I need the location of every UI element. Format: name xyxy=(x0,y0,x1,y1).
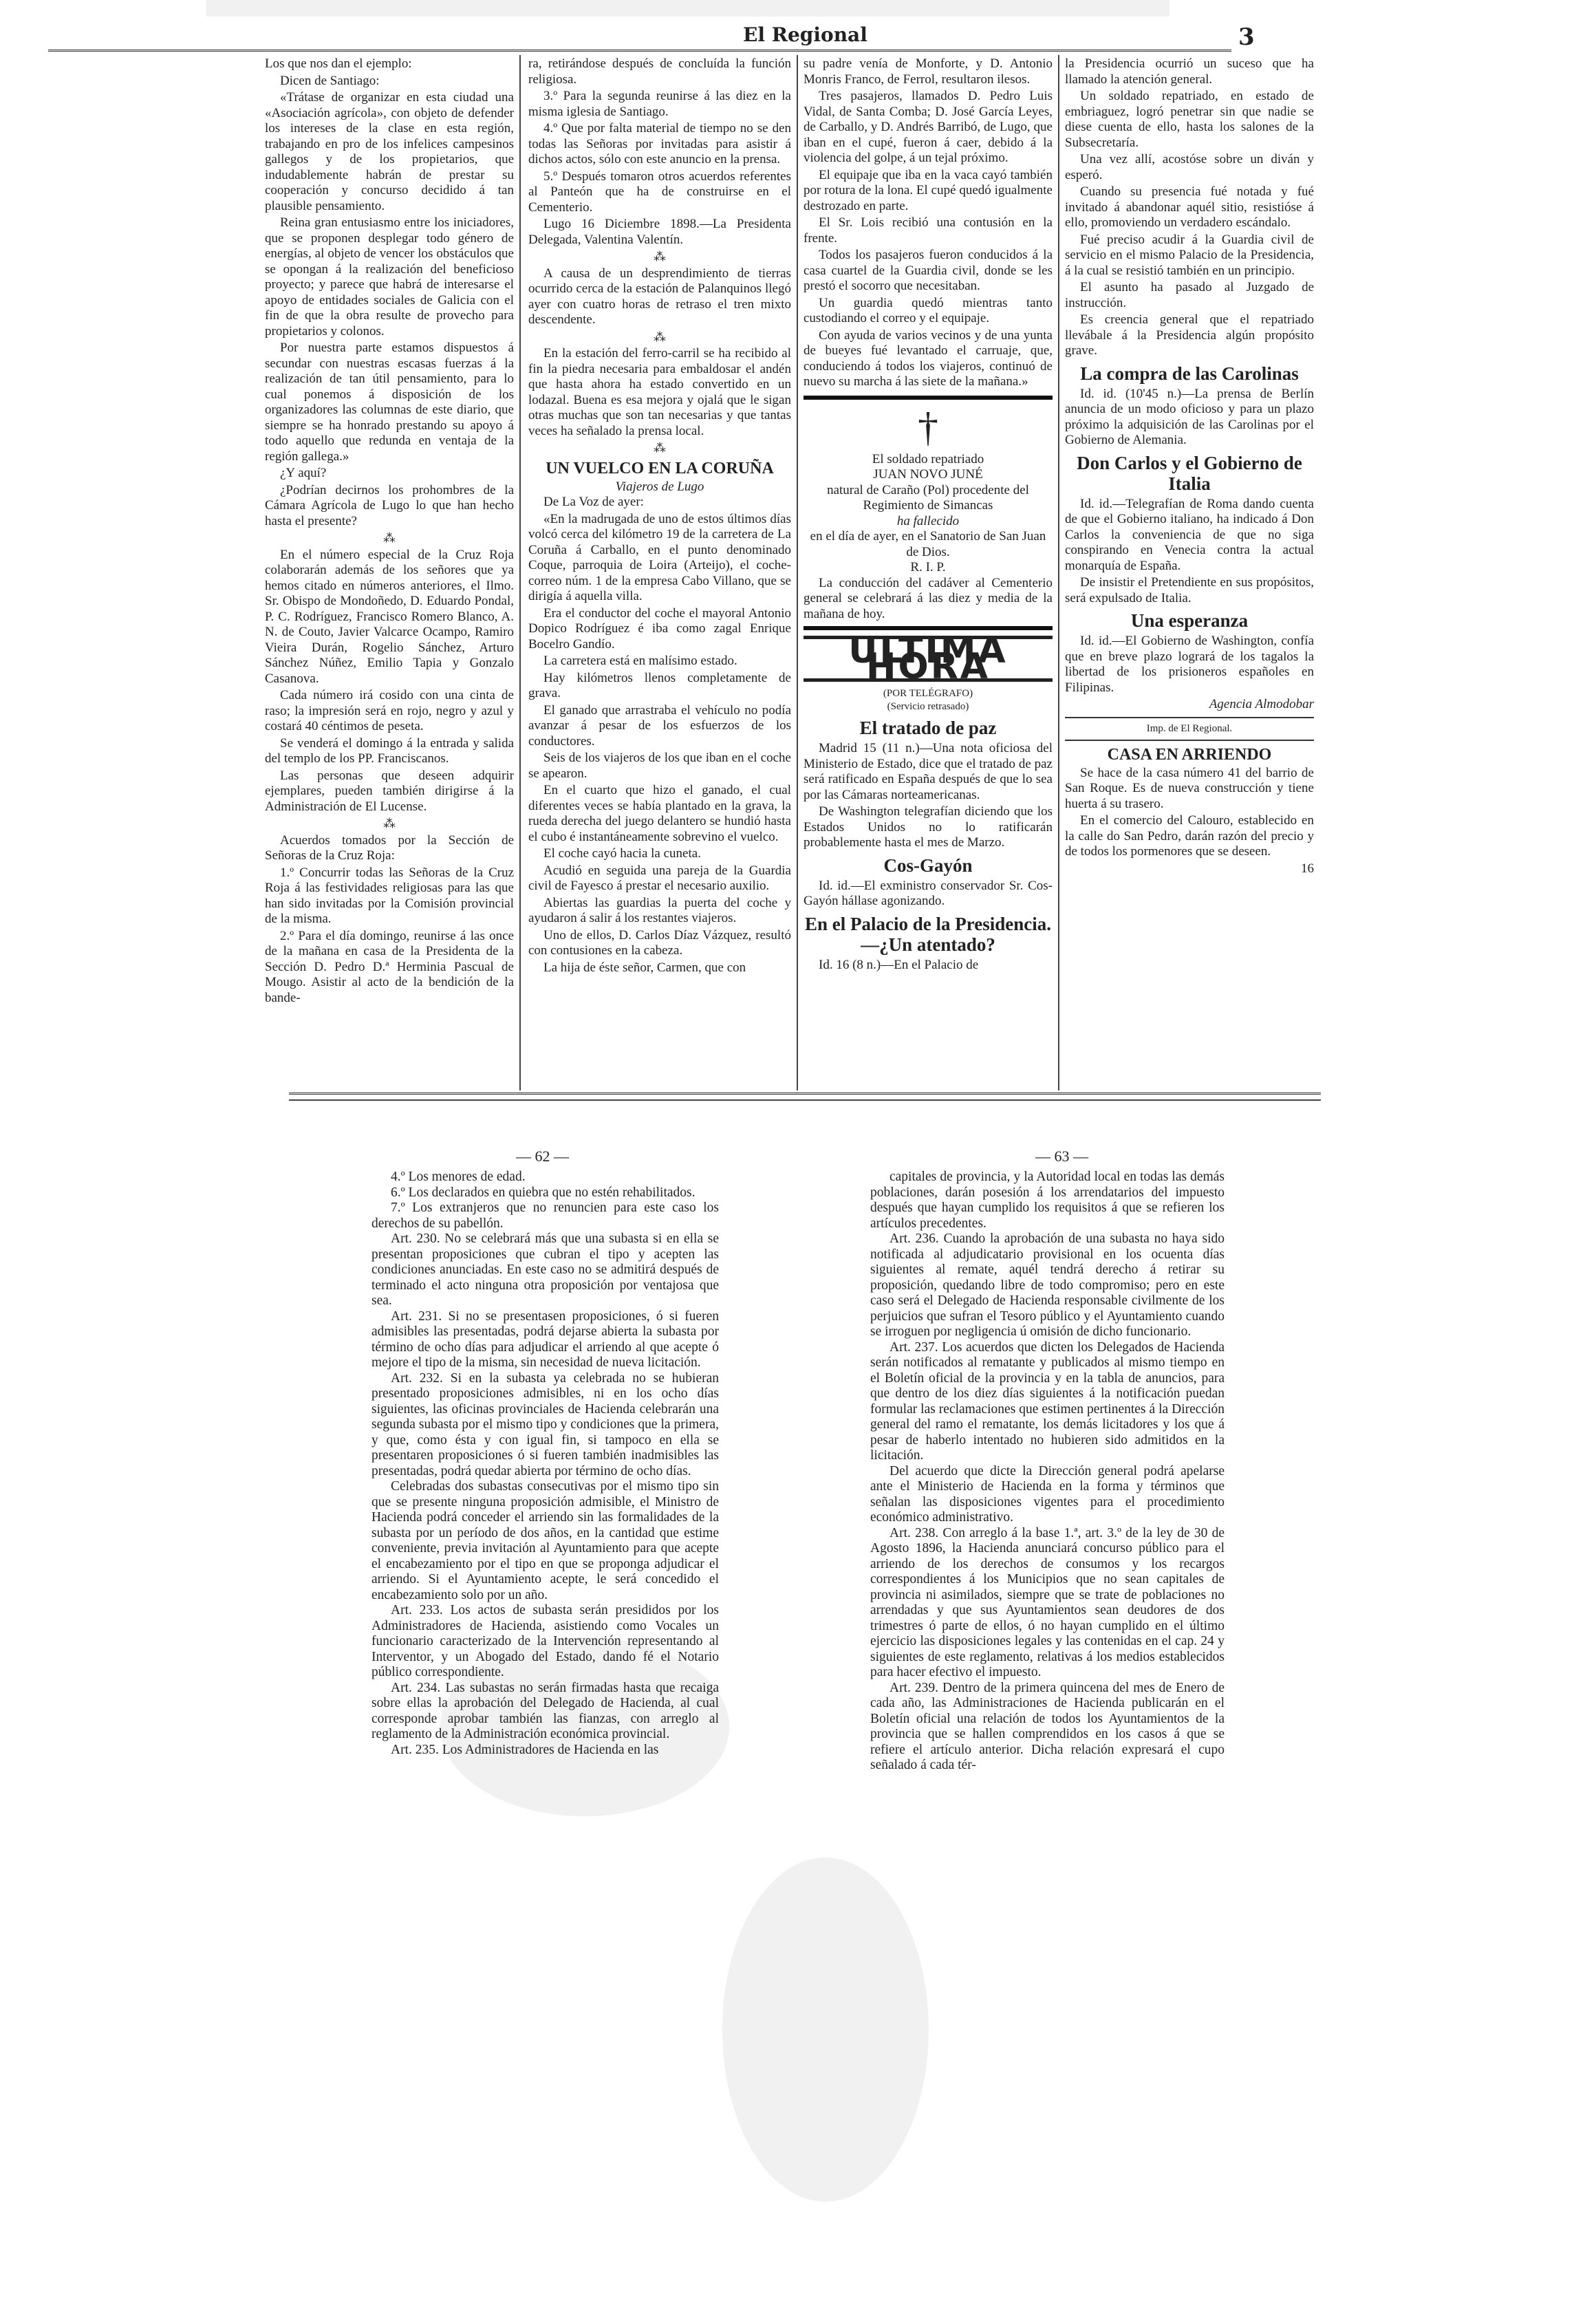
paragraph: Uno de ellos, D. Carlos Díaz Vázquez, resultó con contusiones en la cabeza. xyxy=(528,927,791,958)
paragraph: Era el conductor del coche el mayoral Antonio Dopico Rodríguez é iba como zagal Enrique Bocelro Gandío. xyxy=(528,605,791,652)
paragraph: capitales de provincia, y la Autoridad local en todas las demás poblaciones, darán posesión á los arrendatarios del impuesto después que hayan cumplido los requisitos á que se refieren los artículos precedentes. xyxy=(870,1170,1225,1231)
book-page-left xyxy=(371,1170,719,1830)
paragraph: Id. id. (10'45 n.)—La prensa de Berlín anuncia de un modo oficioso y para un plazo próximo la adquisición de las Carolinas por el Gobierno de Alemania. xyxy=(1065,386,1314,447)
paragraph: Una vez allí, acostóse sobre un diván y esperó. xyxy=(1065,152,1314,182)
article-headline: El tratado de paz xyxy=(859,718,997,738)
paragraph: En la estación del ferro-carril se ha recibido al fin la piedra necesaria para embaldosar el andén que hasta ahora ha estado convertido en un lodazal. Buena es esa mejora y ojalá que le sigan otras muchas que son tan necesarias y que tantas veces ha señalado la prensa local. xyxy=(528,346,791,438)
paragraph: En el cuarto que hizo el ganado, el cual diferentes veces se había plantado en la grava, la rueda derecha del juego delantero se hundió hasta el cubo é instantáneamente sobrevino el vuelco. xyxy=(528,783,791,844)
paragraph: Las personas que deseen adquirir ejemplares, pueden también dirigirse á la Administración de El Lucense. xyxy=(265,768,514,814)
paragraph: Se venderá el domingo á la entrada y salida del templo de los PP. Franciscanos. xyxy=(265,735,514,766)
paragraph: El asunto ha pasado al Juzgado de instrucción. xyxy=(1065,280,1314,310)
service-note: (Servicio retrasado) xyxy=(887,701,969,712)
paragraph: Id. 16 (8 n.)—En el Palacio de xyxy=(819,957,979,972)
paragraph: La carretera está en malísimo estado. xyxy=(543,654,737,668)
paragraph: Id. id.—Telegrafían de Roma dando cuenta de que el Gobierno italiano, ha indicado á Don Carlos la conveniencia de que no siga conspirando en Venecia contra la actual monarquía de España. xyxy=(1065,496,1314,573)
news-column-4 xyxy=(1065,56,1314,1088)
column-divider xyxy=(797,55,798,1090)
paragraph: «En la madrugada de uno de estos últimos días volcó cerca del kilómetro 19 de la carretera de La Coruña á Carballo, en el punto denominado Coque, parroquia de Loira (Arteijo), el coche-correo núm. 1 de la empresa Cabo Villano, que se dirigía á aquella villa. xyxy=(528,511,791,603)
book-page-number: — 63 — xyxy=(1035,1148,1088,1165)
paragraph: Art. 238. Con arreglo á la base 1.ª, art. 3.º de la ley de 30 de Agosto 1896, la Hacienda anunciará concurso público para el arriendo de los derechos de consumos y los recargos correspondientes á los Municipios que no sean capitales de provincia ni asimilados, siempre que se trate de poblaciones no arrendadas y que sus Ayuntamientos sean deudores de dos trimestres ó parte de ellos, ó no hayan cumplido en el último ejercicio las disposiciones legales y las contenidas en el cap. 24 y siguientes de este reglamento, relativas á los medios establecidos para hacer efectivo el impuesto. xyxy=(870,1525,1225,1679)
paragraph: ra, retirándose después de concluída la función religiosa. xyxy=(528,56,791,87)
article-headline: Una esperanza xyxy=(1130,610,1249,631)
paragraph: Del acuerdo que dicte la Dirección general podrá apelarse ante el Ministerio de Hacienda en la forma y términos que señalan las disposiciones vigentes para el procedimiento económico administrativo. xyxy=(870,1463,1225,1525)
obituary-line: El soldado repatriado xyxy=(872,451,984,466)
paragraph: Id. id.—El Gobierno de Washington, confía que en breve plazo logrará de los tagalos la libertad de los prisioneros españoles en Filipinas. xyxy=(1065,634,1314,695)
paragraph: Tres pasajeros, llamados D. Pedro Luis Vidal, de Santa Comba; D. José García Leyes, de Carballo, y D. Andrés Barribó, de Lugo, que iban en el cupé, fueron á caer, debido á la violencia del golpe, á un tejal próximo. xyxy=(804,89,1053,165)
article-headline: La compra de las Carolinas xyxy=(1080,363,1299,384)
paragraph: Reina gran entusiasmo entre los iniciadores, que se proponen desplegar todo género de energías, al objeto de vencer los obstáculos que se opongan á la realización del beneficioso proyecto; y parece que habrá de interesarse el apoyo de entidades sociales de Galicia con el fin de que la obra resulte de provecho para propietarios y colonos. xyxy=(265,215,514,338)
paragraph: 7.º Los extranjeros que no renuncien para este caso los derechos de su pabellón. xyxy=(371,1201,719,1231)
scan-noise xyxy=(722,1858,929,2202)
separator-asterisks: ⁂ xyxy=(654,441,666,455)
obituary-line: natural de Caraño (Pol) procedente del Regimiento de Simancas xyxy=(827,482,1029,513)
telegraph-note: (POR TELÉGRAFO) xyxy=(883,688,973,699)
paragraph: 6.º Los declarados en quiebra que no estén rehabilitados. xyxy=(391,1185,695,1200)
column-divider xyxy=(519,55,521,1090)
book-page-number: — 62 — xyxy=(516,1148,569,1165)
paragraph: Acudió en seguida una pareja de la Guardia civil de Fayesco á prestar el necesario auxilio. xyxy=(528,863,791,893)
paragraph: 5.º Después tomaron otros acuerdos referentes al Panteón que ha de construirse en el Cementerio. xyxy=(528,169,791,215)
paragraph: El Sr. Lois recibió una contusión en la frente. xyxy=(804,215,1053,246)
paragraph: Art. 235. Los Administradores de Hacienda en las xyxy=(391,1742,659,1757)
paragraph: Art. 233. Los actos de subasta serán presididos por los Administradores de Hacienda, asistiendo como Vocales un funcionario caracterizado de la Intervención representando al Interventor, y un Abogado del Estado, dando fé el Notario público correspondiente. xyxy=(371,1603,719,1679)
paragraph: A causa de un desprendimiento de tierras ocurrido cerca de la estación de Palanquinos llegó ayer con cuatro horas de retraso el tren mixto descendente. xyxy=(528,266,791,327)
scan-noise xyxy=(206,0,1169,17)
obituary-notice xyxy=(804,396,1053,631)
paragraph: Art. 234. Las subastas no serán firmadas hasta que recaiga sobre ellas la aprobación del Delegado de Hacienda, al cual corresponde aprobar también las fianzas, con arreglo al reglamento de la Administración económica provincial. xyxy=(371,1680,719,1741)
separator-asterisks: ⁂ xyxy=(654,250,666,263)
column-divider xyxy=(1058,55,1059,1090)
article-headline: Don Carlos y el Gobierno de Italia xyxy=(1077,452,1302,494)
paragraph: Cada número irá cosido con una cinta de raso; la impresión será en rojo, negro y azul y costará 40 céntimos de peseta. xyxy=(265,688,514,733)
signature-line: Lugo 16 Diciembre 1898.—La Presidenta Delegada, Valentina Valentín. xyxy=(528,217,791,247)
paragraph: Es creencia general que el repatriado llevábale á la Presidencia algún propósito grave. xyxy=(1065,312,1314,358)
paragraph: El coche cayó hacia la cuneta. xyxy=(543,846,701,861)
paragraph: Art. 236. Cuando la aprobación de una subasta no haya sido notificada al adjudicatario provisional en los ocuenta días siguientes al remate, aquél tendrá derecho á retirar su proposición, quedando libre de todo compromiso; pero en este caso será el Delegado de Hacienda responsable civilmente de los perjuicios que sufran el Tesoro público y el Ayuntamiento cuando se irroguen por negligencia ú omisión de dicho funcionario. xyxy=(870,1231,1225,1339)
separator-asterisks: ⁂ xyxy=(383,531,396,545)
page-number: 3 xyxy=(1238,23,1255,51)
paragraph: Por nuestra parte estamos dispuestos á secundar con nuestras escasas fuerzas á la realización de tan útil pensamiento, para lo cual ponemos á disposición de los organizadores las columnas de este diario, que siempre se ha honrado prestando su apoyo á todo aquello que redunda en ventaja de la región gallega.» xyxy=(265,341,514,464)
article-subheading: Viajeros de Lugo xyxy=(615,479,704,494)
paragraph: 3.º Para la segunda reunirse á las diez en la misma iglesia de Santiago. xyxy=(528,89,791,119)
newspaper-header xyxy=(41,19,1255,51)
obituary-name: JUAN NOVO JUNÉ xyxy=(873,467,983,482)
divider xyxy=(1065,717,1314,718)
obituary-line: en el día de ayer, en el Sanatorio de San Juan de Dios. xyxy=(810,529,1046,559)
paragraph: De insistir el Pretendiente en sus propósitos, será expulsado de Italia. xyxy=(1065,575,1314,605)
article-headline: Cos-Gayón xyxy=(883,854,973,876)
imprint-line: Imp. de El Regional. xyxy=(1146,722,1233,734)
page-bottom-rule xyxy=(289,1099,1321,1101)
paragraph: Art. 237. Los acuerdos que dicten los Delegados de Hacienda serán notificados al rematante y publicados al mismo tiempo en el Boletín oficial de la provincia y en la tabla de anuncios, para que dentro de los diez días siguientes á la notificación puedan formular las reclamaciones que estimen pertinentes á la Dirección general del ramo el rematante, los demás licitadores y los que á pesar de haberlo intentado no hubieren sido admitidos en la licitación. xyxy=(870,1340,1225,1463)
ad-number: 16 xyxy=(1301,861,1314,876)
news-column-1 xyxy=(265,56,514,1088)
paragraph: Con ayuda de varios vecinos y de una yunta de bueyes fué levantado el carruaje, que, conduciendo á todos los viajeros, continuó de nuevo su marcha á las siete de la mañana.» xyxy=(804,327,1053,389)
paragraph: Dicen de Santiago: xyxy=(280,73,380,88)
paragraph: El equipaje que iba en la vaca cayó también por rotura de la lona. El cupé quedó igualmente destrozado en parte. xyxy=(804,167,1053,213)
paragraph: Fué preciso acudir á la Guardia civil de servicio en el mismo Palacio de la Presidencia, á la cual se resistió también en un principio. xyxy=(1065,232,1314,278)
paragraph: ¿Y aquí? xyxy=(280,466,327,480)
news-column-3 xyxy=(804,56,1053,1088)
paragraph: De Washington telegrafían diciendo que los Estados Unidos no lo ratificarán probablemente hasta el mes de Marzo. xyxy=(804,804,1053,850)
paragraph: «Trátase de organizar en esta ciudad una «Asociación agrícola», con objeto de defender los intereses de la clase en esta región, trabajando en pro de los infelices campesinos gallegos y de los propietarios, que indudablemente habrán de prestar su cooperación y concurso decidido á tan plausible pensamiento. xyxy=(265,90,514,213)
paragraph: Id. id.—El exministro conservador Sr. Cos-Gayón hállase agonizando. xyxy=(804,878,1053,908)
paragraph: la Presidencia ocurrió un suceso que ha llamado la atención general. xyxy=(1065,56,1314,87)
paragraph: Cuando su presencia fué notada y fué invitado á abandonar aquél sitio, resistióse á ello, promoviendo un verdadero escándalo. xyxy=(1065,184,1314,230)
paragraph: Celebradas dos subastas consecutivas por el mismo tipo sin que se presente ninguna proposición admisible, el Ministro de Hacienda podrá conceder el arriendo sin las formalidades de la subasta por un período de dos años, en la cantidad que estime conveniente, previa invitación al Ayuntamiento para que acepte el encabezamiento por el tipo en que se proponga adjudicar el arriendo. Si el Ayuntamiento acepte, le será concedido el encabezamiento solo por un año. xyxy=(371,1479,719,1602)
classified-headline: CASA EN ARRIENDO xyxy=(1107,745,1272,764)
obituary-rip: R. I. P. xyxy=(910,560,946,574)
separator-asterisks: ⁂ xyxy=(654,330,666,344)
paragraph: Seis de los viajeros de los que iban en el coche se apearon. xyxy=(528,751,791,781)
page-bottom-rule xyxy=(289,1093,1321,1095)
book-page-right xyxy=(870,1170,1225,1830)
header-rule xyxy=(48,50,1231,52)
newspaper-name: El Regional xyxy=(743,23,867,46)
agency-credit: Agencia Almodobar xyxy=(1209,697,1314,711)
paragraph: Un guardia quedó mientras tanto custodiando el correo y el equipaje. xyxy=(804,295,1053,325)
paragraph: El ganado que arrastraba el vehículo no podía avanzar á pesar de los esfuerzos de los conductores. xyxy=(528,702,791,749)
article-headline: En el Palacio de la Presidencia.—¿Un atentado? xyxy=(805,913,1051,955)
paragraph: Hay kilómetros llenos completamente de grava. xyxy=(528,670,791,700)
paragraph: 4.º Que por falta material de tiempo no se den todas las Señoras por invitadas para asistir á dichos actos, sólo con este anuncio en la prensa. xyxy=(528,121,791,166)
paragraph: En el número especial de la Cruz Roja colaborarán además de los señores que ya hemos citado en números anteriores, el Ilmo. Sr. Obispo de Mondoñedo, D. Eduardo Pondal, P. C. Rodríguez, Francisco Romero Blanco, A. N. de Couto, Javier Valcarce Ocampo, Ramiro Vieira Durán, Rogelio Sánchez, Arturo Sánchez Núñez, Emilio Tapia y Gonzalo Casanova. xyxy=(265,547,514,686)
paragraph: Se hace de la casa número 41 del barrio de San Roque. Es de nueva construcción y tiene huerta á su trasero. xyxy=(1065,765,1314,811)
paragraph: Un soldado repatriado, en estado de embriaguez, logró penetrar sin que nadie se diese cuenta de ello, hasta los salones de la Subsecretaría. xyxy=(1065,89,1314,150)
paragraph: En el comercio del Calouro, establecido en la calle do San Pedro, darán razón del precio y de todos los pormenores que se deseen. xyxy=(1065,813,1314,859)
obituary-line: ha fallecido xyxy=(896,513,960,528)
paragraph: De La Voz de ayer: xyxy=(543,495,644,509)
paragraph: Madrid 15 (11 n.)—Una nota oficiosa del Ministerio de Estado, dice que el tratado de paz será ratificado en España después de que lo sea por las Cámaras norteamericanas. xyxy=(804,741,1053,802)
paragraph: Art. 230. No se celebrará más que una subasta si en ella se presentan proposiciones que cubran el tipo y acepten las condiciones anunciadas. En este caso no se admitirá después de terminado el acto ninguna otra proposición por ventajosa que sea. xyxy=(371,1231,719,1308)
paragraph: 1.º Concurrir todas las Señoras de la Cruz Roja á las festividades religiosas para las que han sido invitadas por la Comisión provincial de la misma. xyxy=(265,865,514,926)
paragraph: 4.º Los menores de edad. xyxy=(391,1170,526,1184)
paragraph: ¿Podrían decirnos los prohombres de la Cámara Agrícola de Lugo lo que han hecho hasta el presente? xyxy=(265,482,514,528)
paragraph: su padre venía de Monforte, y D. Antonio Monris Franco, de Ferrol, resultaron ilesos. xyxy=(804,56,1053,87)
paragraph: La hija de éste señor, Carmen, que con xyxy=(543,960,746,975)
paragraph: Art. 239. Dentro de la primera quincena del mes de Enero de cada año, las Administraciones de Hacienda publicarán en el Boletín oficial una relación de todos los Ayuntamientos de la provincia que se hallen comprendidos en los casos á que se refiere el artículo anterior. Dicha relación expresará el cupo señalado á cada tér- xyxy=(870,1680,1225,1772)
paragraph: Abiertas las guardias la puerta del coche y ayudaron á salir á los restantes viajeros. xyxy=(528,895,791,925)
divider xyxy=(1065,740,1314,741)
news-column-2 xyxy=(528,56,791,1088)
paragraph: 2.º Para el día domingo, reunirse á las once de la mañana en casa de la Presidenta de la Sección D. Pedro D.ª Herminia Pascual de Mougo. Asistir al acto de la bendición de la bande- xyxy=(265,928,514,1005)
paragraph: Los que nos dan el ejemplo: xyxy=(265,56,412,71)
cross-icon: † xyxy=(918,404,938,450)
paragraph: Todos los pasajeros fueron conducidos á la casa cuartel de la Guardia civil, donde se les prestó el socorro que necesitaban. xyxy=(804,248,1053,293)
paragraph: Art. 232. Si en la subasta ya celebrada no se hubieran presentado proposiciones admisibles, ni en los ocho días siguientes, las oficinas provinciales de Hacienda celebrarán una segunda subasta por el mismo tipo y condiciones que la primera, y que, como ésta y con igual fin, si tampoco en ella se presentaren proposiciones ó si fueren también inadmisibles las presentadas, podrá quedar abierta por término de ocho días. xyxy=(371,1370,719,1478)
separator-asterisks: ⁂ xyxy=(383,817,396,830)
paragraph: Art. 231. Si no se presentasen proposiciones, ó si fueren admisibles las presentadas, podrá dejarse abierta la subasta por término de ocho días para adjudicar el arriendo al que acepte ó mejore el tipo de la misma, sin necesidad de nueva licitación. xyxy=(371,1309,719,1370)
ultima-hora-banner: ULTIMA HORA xyxy=(804,636,1053,682)
article-headline: UN VUELCO EN LA CORUÑA xyxy=(546,459,774,477)
paragraph: Acuerdos tomados por la Sección de Señoras de la Cruz Roja: xyxy=(265,832,514,863)
obituary-line: La conducción del cadáver al Cementerio general se celebrará á las diez y media de la mañana de hoy. xyxy=(804,575,1053,621)
